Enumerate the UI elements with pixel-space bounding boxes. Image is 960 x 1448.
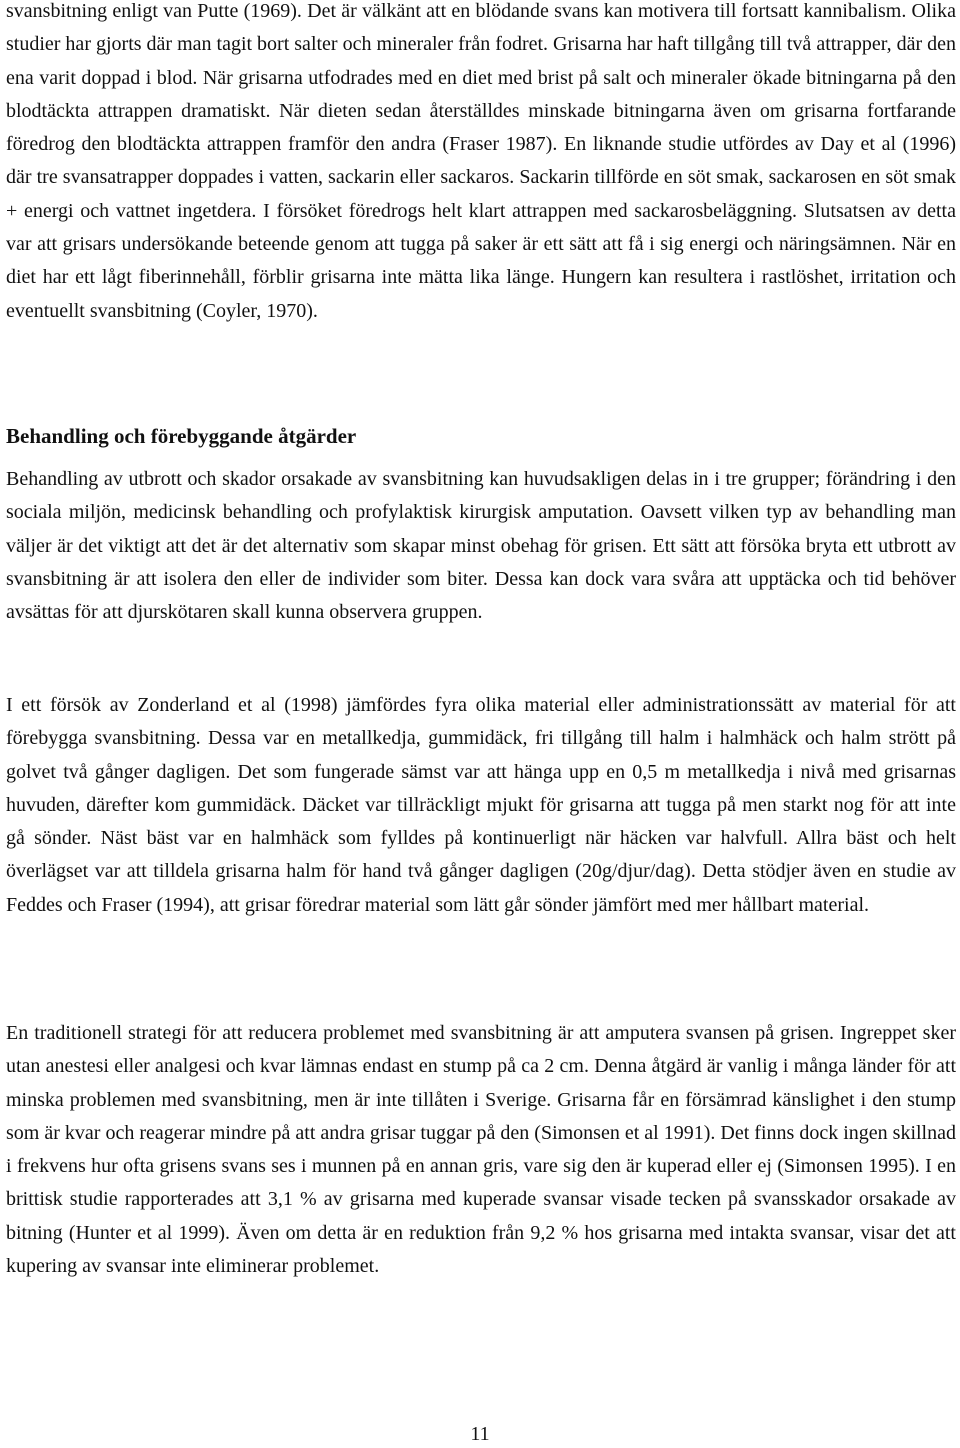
paragraph-tail-docking: En traditionell strategi för att reducera problemet med svansbitning är att amputera svansen på grisen. Ingreppet sker utan anestesi eller analgesi och kvar lämnas endast en stump på ca 2 cm. Denna åtgärd är vanlig i många länder för att minska problemen med svansbitning, men är inte tillåten i Sverige. Grisarna får en försämrad känslighet i den stump som är kvar och reagerar mindre på att andra grisar tuggar på den (Simonsen et al 1991). Det finns dock ingen skillnad i frekvens hur ofta grisens svans ses i munnen på en annan gris, vare sig den är kuperad eller ej (Simonsen 1995). I en brittisk studie rapporterades att 3,1 % av grisarna med kuperade svansar visade tecken på svansskador orsakade av bitning (Hunter et al 1999). Även om detta är en reduktion från 9,2 % hos grisarna med intakta svansar, visar det att kupering av svansar inte eliminerar problemet.: [6, 1022, 956, 1278]
page-number: 11: [470, 1423, 490, 1445]
paragraph-treatment-groups: Behandling av utbrott och skador orsakade av svansbitning kan huvudsakligen delas in i tre grupper; förändring i den sociala miljön, medicinsk behandling och profylaktisk kirurgisk amputation. Oavsett vilken typ av behandling man väljer är det viktigt att det är det alternativ som skapar minst obehag för grisen. Ett sätt att försöka bryta ett utbrott av svansbitning är att isolera den eller de individer som biter. Dessa kan dock vara svåra att upptäcka och tid behöver avsättas för att djurskötaren skall kunna observera gruppen.: [6, 468, 956, 624]
paragraph-continued: svansbitning enligt van Putte (1969). Det är välkänt att en blödande svans kan motivera till fortsatt kannibalism. Olika studier har gjorts där man tagit bort salter och mineraler från fodret. Grisarna har haft tillgång till två attrapper, där den ena varit doppad i blod. När grisarna utfodrades med en diet med brist på salt och mineraler ökade bitningarna på den blodtäckta attrappen dramatiskt. När dieten sedan återställdes minskade bitningarna även om grisarna fortfarande föredrog den blodtäckta attrappen framför den andra (Fraser 1987). En liknande studie utfördes av Day et al (1996) där tre svansatrapper doppades i vatten, sackarin eller sackaros. Sackarin tillförde en söt smak, sackarosen en söt smak + energi och vattnet ingetdera. I försöket föredrogs helt klart attrappen med sackarosbeläggning. Slutsatsen av detta var att grisars undersökande beteende genom att tugga på saker är ett sätt att få i sig energi och näringsämnen. När en diet har ett lågt fiberinnehåll, förblir grisarna inte mätta lika länge. Hungern kan resultera i rastlöshet, irritation och eventuellt svansbitning (Coyler, 1970).: [6, 0, 956, 322]
paragraph-material-study: I ett försök av Zonderland et al (1998) jämfördes fyra olika material eller administrationssätt av material för att förebygga svansbitning. Dessa var en metallkedja, gummidäck, fri tillgång till halm i halmhäck och halm strött på golvet två gånger dagligen. Det som fungerade sämst var att hänga upp en 0,5 m metallkedja i nivå med grisarnas huvuden, därefter kom gummidäck. Däcket var tillräckligt mjukt för grisarna att tugga på men starkt nog för att inte gå sönder. Näst bäst var en halmhäck som fylldes på kontinuerligt när häcken var halvfull. Allra bäst och helt överlägset var att tilldela grisarna halm för hand två gånger dagligen (20g/djur/dag). Detta stödjer även en studie av Feddes och Fraser (1994), att grisar föredrar material som lätt går sönder jämfört med mer hållbart material.: [6, 694, 956, 916]
section-heading: Behandling och förebyggande åtgärder: [6, 424, 357, 448]
